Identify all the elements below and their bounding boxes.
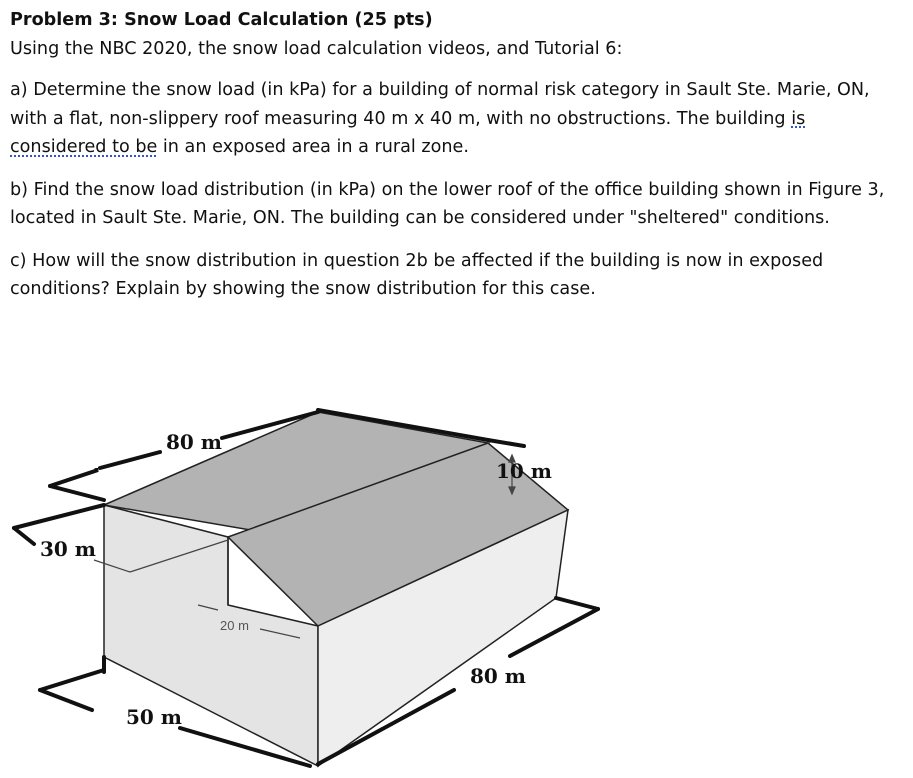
figure-3-building-diagram (0, 390, 913, 778)
dim-bottom-line-2 (40, 690, 92, 710)
dim-label-top-length: 80 m (166, 430, 222, 454)
problem-text (10, 6, 910, 304)
dim-label-total-height: 50 m (126, 705, 182, 729)
problem-title: Problem 3: Snow Load Calculation (25 pts) (10, 10, 433, 30)
dim-side-ext (556, 598, 598, 609)
dim-top-line-1 (100, 452, 160, 468)
part-a-line-2 (10, 105, 910, 134)
part-c-line-2: conditions? Explain by showing the snow distribution for this case. (10, 279, 596, 299)
dim-top-length-line (50, 470, 98, 486)
part-c-line-1: c) How will the snow distribution in question 2b be affected if the building is now in exposed (10, 250, 824, 271)
part-a-line-2-text: with a flat, non-slippery roof measuring 40 m x 40 m, with no obstructions. The building (10, 108, 792, 129)
dim-depth-line-1 (14, 505, 104, 528)
part-a-line-3-text: in an exposed area in a rural zone. (157, 137, 469, 157)
grammar-flag: considered to be (10, 137, 158, 157)
dim-top-ext-left (50, 486, 104, 500)
dim-bottom-line-1 (40, 670, 104, 690)
dim-step-ext (488, 440, 524, 446)
dim-depth-line-2 (14, 528, 34, 544)
dim-label-depth: 30 m (40, 537, 96, 561)
dim-label-step-height: 10 m (496, 459, 552, 483)
part-b-line-2: located in Sault Ste. Marie, ON. The building can be considered under "sheltered" conditions. (10, 208, 830, 228)
grammar-flag: is (791, 108, 806, 129)
part-a-line-3 (10, 133, 910, 162)
part-b-line-1: b) Find the snow load distribution (in kPa) on the lower roof of the office building shown in Figure 3, (10, 179, 885, 200)
part-a-line-1: a) Determine the snow load (in kPa) for a building of normal risk category in Sault Ste. Marie, ON, (10, 80, 870, 100)
problem-intro: Using the NBC 2020, the snow load calculation videos, and Tutorial 6: (10, 38, 623, 59)
dim-label-lower-roof: 20 m (220, 618, 249, 633)
dim-label-side-length: 80 m (470, 664, 526, 688)
